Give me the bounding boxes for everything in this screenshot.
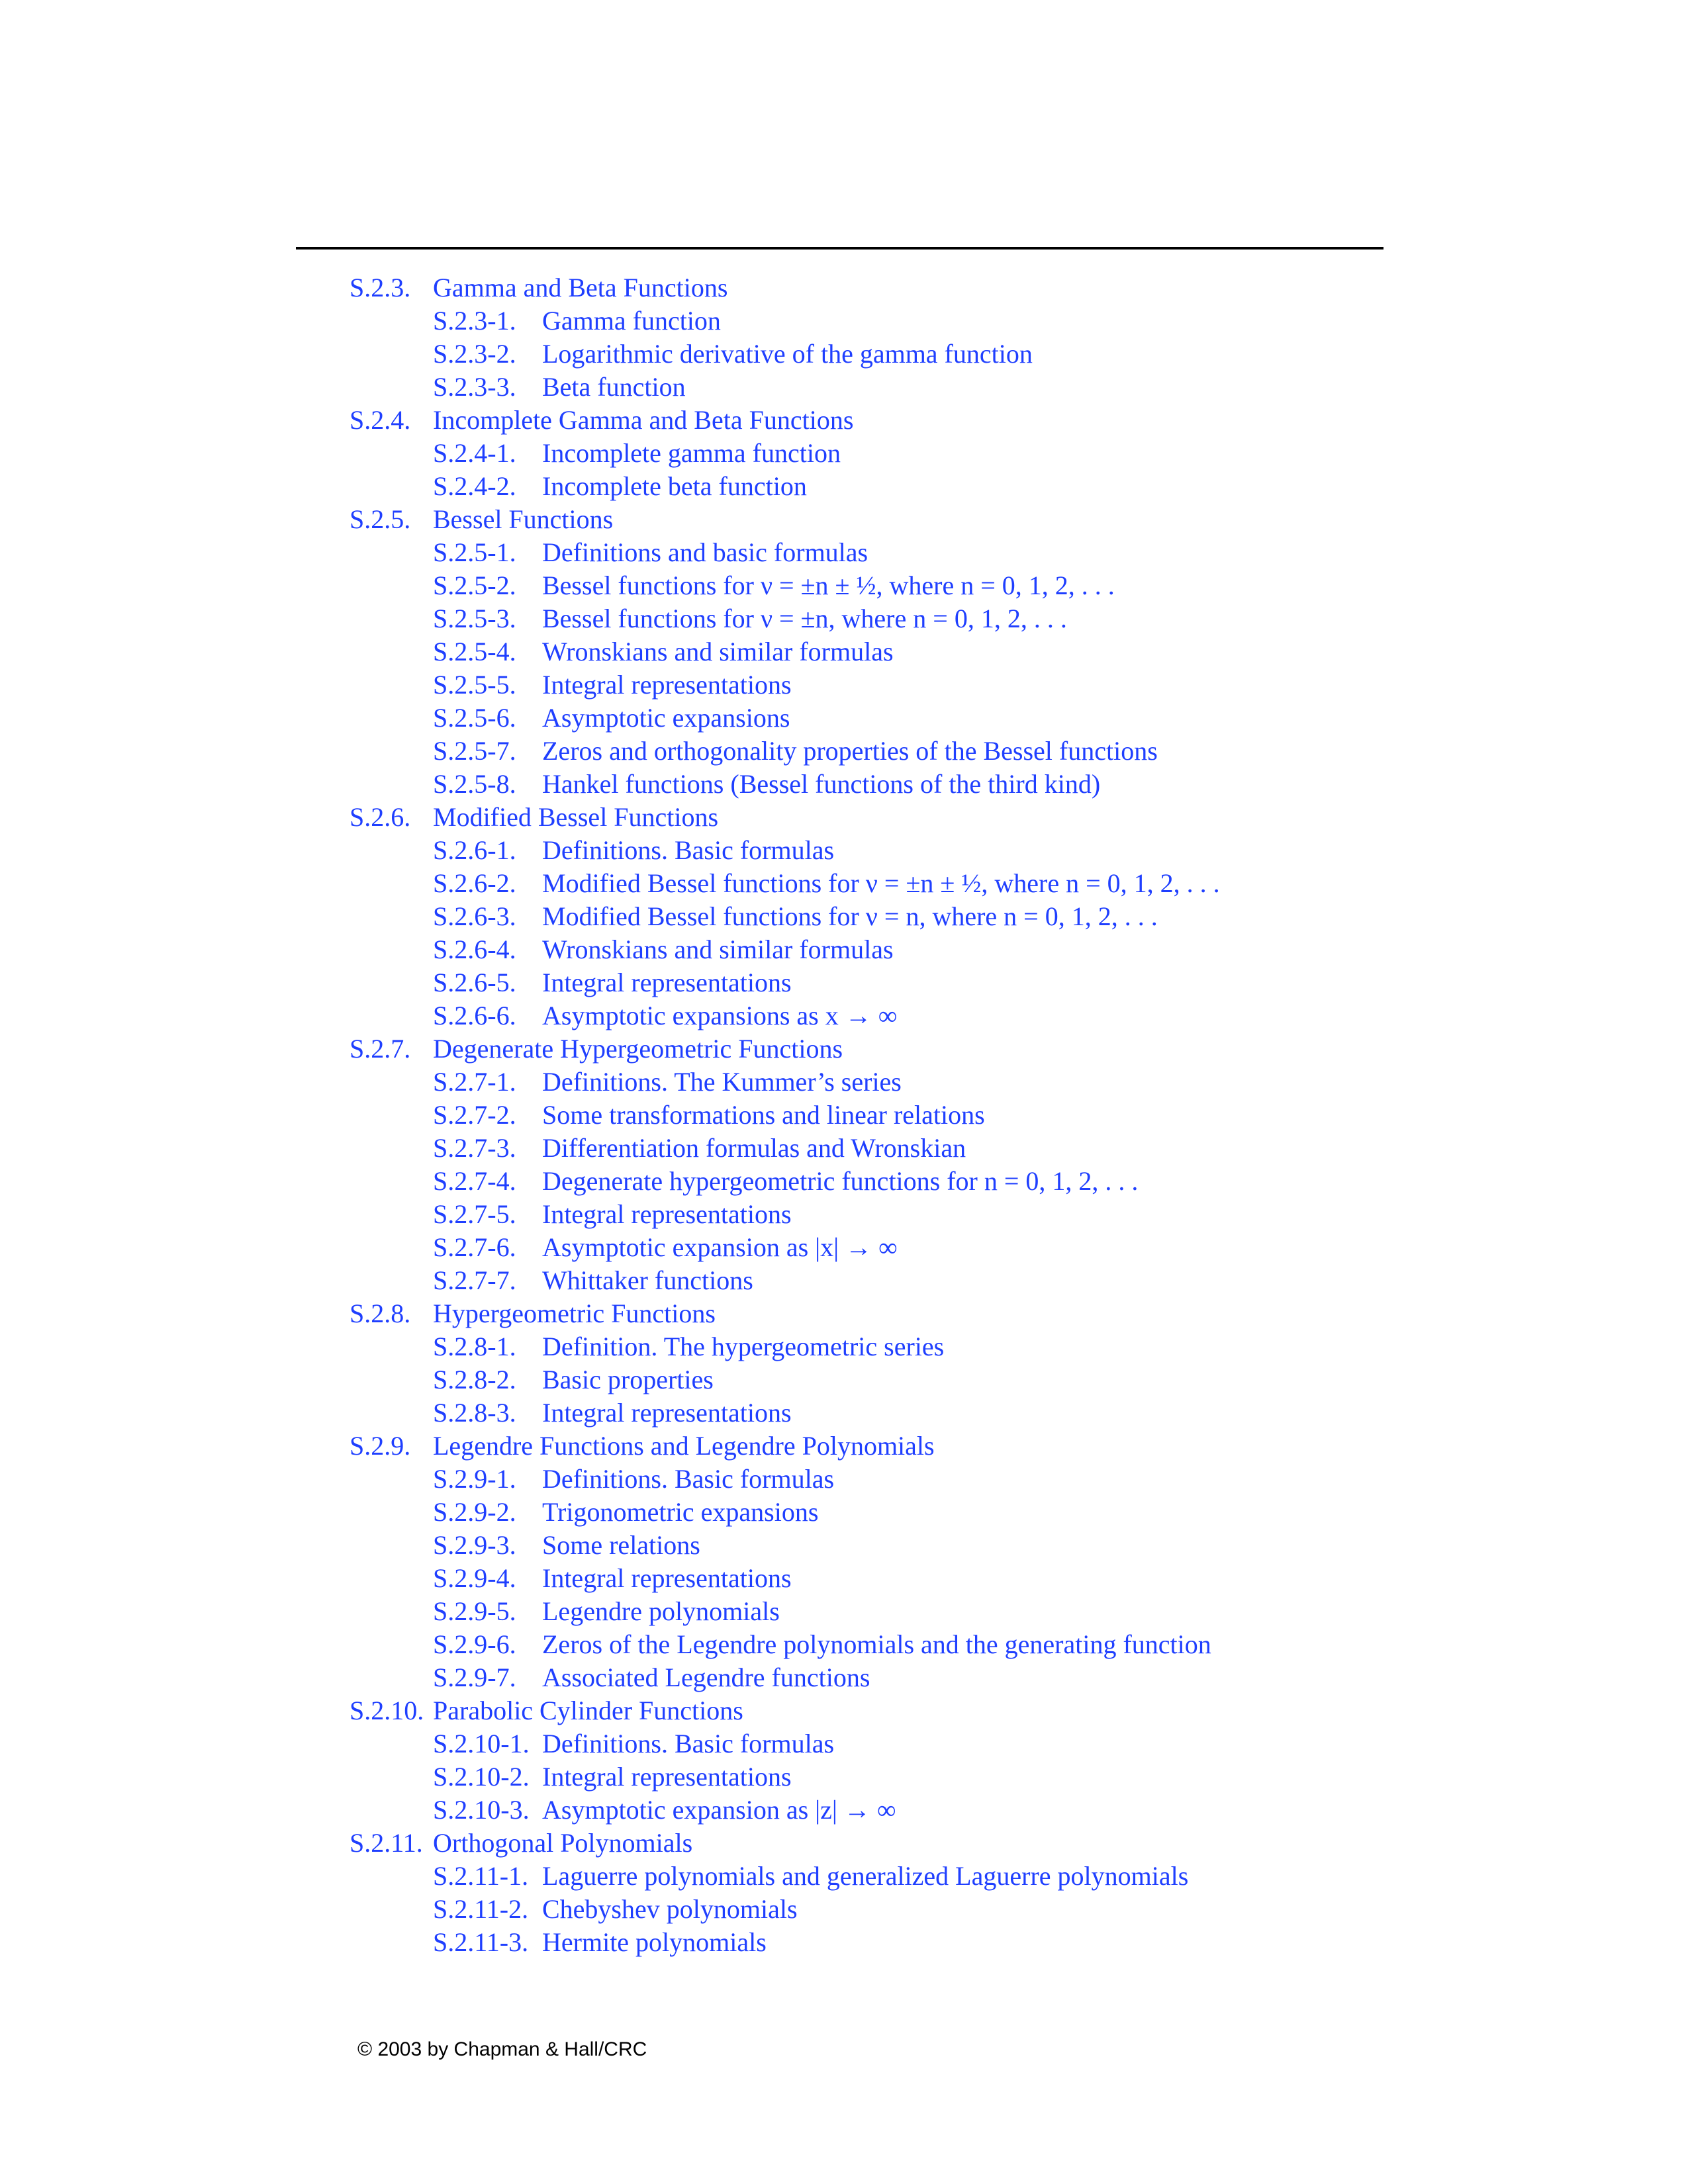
subsection-title: Hermite polynomials [542, 1927, 767, 1957]
toc-subsection-link[interactable] [433, 1198, 1475, 1231]
subsection-number: S.2.5-6. [433, 703, 516, 733]
subsection-title: Degenerate hypergeometric functions for n = 0, 1, 2, . . . [542, 1166, 1139, 1196]
subsection-title: Laguerre polynomials and generalized Laguerre polynomials [542, 1861, 1189, 1891]
toc-subsection-link[interactable] [433, 1496, 1475, 1529]
subsection-title: Gamma function [542, 306, 721, 336]
subsection-number: S.2.9-1. [433, 1464, 516, 1494]
toc-section [350, 404, 1475, 503]
toc-section [350, 801, 1475, 1032]
subsection-title: Trigonometric expansions [542, 1497, 819, 1527]
toc-subsection-link[interactable] [433, 834, 1475, 867]
subsection-number: S.2.6-6. [433, 1001, 516, 1030]
subsection-title: Legendre polynomials [542, 1596, 780, 1626]
toc-subsection-link[interactable] [433, 437, 1475, 470]
subsection-number: S.2.6-3. [433, 901, 516, 931]
toc-subsection-link[interactable] [433, 1727, 1475, 1760]
toc-subsection-link[interactable] [433, 1165, 1475, 1198]
section-number: S.2.6. [350, 802, 411, 832]
table-of-contents [350, 271, 1475, 1959]
subsection-title: Beta function [542, 372, 686, 402]
toc-subsection-link[interactable] [433, 1132, 1475, 1165]
subsection-number: S.2.7-2. [433, 1100, 516, 1130]
subsection-number: S.2.9-6. [433, 1629, 516, 1659]
subsection-title: Differentiation formulas and Wronskian [542, 1133, 966, 1163]
toc-subsection-link[interactable] [433, 702, 1475, 735]
toc-subsection-link[interactable] [433, 602, 1475, 635]
subsection-title: Logarithmic derivative of the gamma function [542, 339, 1033, 369]
subsection-number: S.2.5-1. [433, 537, 516, 567]
toc-subsection-link[interactable] [433, 1661, 1475, 1694]
section-title: Gamma and Beta Functions [433, 273, 728, 302]
subsection-number: S.2.6-1. [433, 835, 516, 865]
subsection-number: S.2.5-7. [433, 736, 516, 766]
subsection-number: S.2.7-4. [433, 1166, 516, 1196]
subsection-title: Incomplete gamma function [542, 438, 841, 468]
toc-subsection-link[interactable] [433, 371, 1475, 404]
subsection-number: S.2.3-2. [433, 339, 516, 369]
toc-subsection-link[interactable] [433, 1066, 1475, 1099]
section-number: S.2.4. [350, 405, 411, 435]
subsection-number: S.2.7-6. [433, 1232, 516, 1262]
section-title: Modified Bessel Functions [433, 802, 719, 832]
subsection-title: Definitions. Basic formulas [542, 835, 835, 865]
subsection-number: S.2.7-5. [433, 1199, 516, 1229]
subsection-title: Incomplete beta function [542, 471, 807, 501]
subsection-number: S.2.6-4. [433, 934, 516, 964]
toc-section-link[interactable] [350, 801, 1475, 834]
subsection-number: S.2.5-2. [433, 570, 516, 600]
toc-subsection-link[interactable] [433, 768, 1475, 801]
subsection-title: Definitions. Basic formulas [542, 1464, 835, 1494]
subsection-title: Zeros and orthogonality properties of the Bessel functions [542, 736, 1158, 766]
subsection-title: Asymptotic expansion as |z| → ∞ [542, 1795, 896, 1825]
section-number: S.2.5. [350, 504, 411, 534]
header-rule [296, 247, 1383, 250]
subsection-title: Modified Bessel functions for ν = ±n ± ½, where n = 0, 1, 2, . . . [542, 868, 1220, 898]
toc-subsection-link[interactable] [433, 470, 1475, 503]
toc-subsection-link[interactable] [433, 1794, 1475, 1827]
section-number: S.2.10. [350, 1696, 424, 1725]
toc-subsection-link[interactable] [433, 999, 1475, 1032]
toc-subsection-link[interactable] [433, 1760, 1475, 1794]
toc-subsection-link[interactable] [433, 1529, 1475, 1562]
subsection-number: S.2.9-2. [433, 1497, 516, 1527]
subsection-title: Hankel functions (Bessel functions of the third kind) [542, 769, 1101, 799]
subsection-title: Basic properties [542, 1365, 714, 1394]
subsection-title: Bessel functions for ν = ±n ± ½, where n = 0, 1, 2, . . . [542, 570, 1115, 600]
toc-section [350, 503, 1475, 801]
subsection-number: S.2.5-3. [433, 604, 516, 633]
section-title: Legendre Functions and Legendre Polynomials [433, 1431, 935, 1461]
toc-section [350, 1694, 1475, 1827]
subsection-title: Integral representations [542, 1398, 792, 1428]
subsection-number: S.2.8-3. [433, 1398, 516, 1428]
subsection-title: Asymptotic expansions as x → ∞ [542, 1001, 898, 1030]
toc-subsection-link[interactable] [433, 933, 1475, 966]
toc-section-link[interactable] [350, 1430, 1475, 1463]
toc-subsection-link[interactable] [433, 1562, 1475, 1595]
subsection-number: S.2.9-5. [433, 1596, 516, 1626]
subsection-number: S.2.9-4. [433, 1563, 516, 1593]
subsection-number: S.2.8-2. [433, 1365, 516, 1394]
toc-subsection-link[interactable] [433, 1231, 1475, 1264]
toc-subsection-link[interactable] [433, 1463, 1475, 1496]
subsection-title: Zeros of the Legendre polynomials and the generating function [542, 1629, 1211, 1659]
toc-section [350, 271, 1475, 404]
toc-subsection-link[interactable] [433, 867, 1475, 900]
toc-subsection-link[interactable] [433, 536, 1475, 569]
toc-subsection-link[interactable] [433, 1860, 1475, 1893]
toc-subsection-link[interactable] [433, 1628, 1475, 1661]
subsection-number: S.2.7-1. [433, 1067, 516, 1097]
toc-subsection-link[interactable] [433, 900, 1475, 933]
toc-section-link[interactable] [350, 404, 1475, 437]
subsection-title: Some transformations and linear relations [542, 1100, 985, 1130]
subsection-title: Definitions. The Kummer’s series [542, 1067, 902, 1097]
subsection-title: Definition. The hypergeometric series [542, 1332, 945, 1361]
section-number: S.2.11. [350, 1828, 423, 1858]
subsection-number: S.2.11-1. [433, 1861, 529, 1891]
toc-section-link[interactable] [350, 271, 1475, 304]
subsection-number: S.2.6-2. [433, 868, 516, 898]
subsection-number: S.2.11-2. [433, 1894, 529, 1924]
toc-subsection-link[interactable] [433, 966, 1475, 999]
copyright-notice: © 2003 by Chapman & Hall/CRC [357, 2038, 647, 2060]
subsection-title: Definitions and basic formulas [542, 537, 868, 567]
toc-section [350, 1032, 1475, 1297]
subsection-title: Asymptotic expansions [542, 703, 790, 733]
subsection-title: Integral representations [542, 968, 792, 997]
subsection-title: Integral representations [542, 1563, 792, 1593]
subsection-title: Wronskians and similar formulas [542, 934, 894, 964]
toc-section-link[interactable] [350, 1827, 1475, 1860]
section-title: Incomplete Gamma and Beta Functions [433, 405, 854, 435]
toc-section-link[interactable] [350, 503, 1475, 536]
subsection-title: Definitions. Basic formulas [542, 1729, 835, 1758]
subsection-number: S.2.7-7. [433, 1265, 516, 1295]
subsection-number: S.2.5-8. [433, 769, 516, 799]
subsection-number: S.2.6-5. [433, 968, 516, 997]
subsection-title: Some relations [542, 1530, 700, 1560]
subsection-number: S.2.9-7. [433, 1662, 516, 1692]
toc-section [350, 1430, 1475, 1694]
section-number: S.2.9. [350, 1431, 411, 1461]
toc-section-link[interactable] [350, 1694, 1475, 1727]
toc-section [350, 1297, 1475, 1430]
subsection-number: S.2.7-3. [433, 1133, 516, 1163]
subsection-title: Whittaker functions [542, 1265, 753, 1295]
subsection-title: Modified Bessel functions for ν = n, where n = 0, 1, 2, . . . [542, 901, 1158, 931]
subsection-title: Bessel functions for ν = ±n, where n = 0, 1, 2, . . . [542, 604, 1067, 633]
toc-subsection-link[interactable] [433, 1330, 1475, 1363]
subsection-number: S.2.10-1. [433, 1729, 530, 1758]
toc-subsection-link[interactable] [433, 735, 1475, 768]
subsection-number: S.2.10-2. [433, 1762, 530, 1792]
subsection-number: S.2.4-1. [433, 438, 516, 468]
section-title: Orthogonal Polynomials [433, 1828, 693, 1858]
toc-subsection-link[interactable] [433, 1099, 1475, 1132]
subsection-number: S.2.5-5. [433, 670, 516, 700]
subsection-title: Wronskians and similar formulas [542, 637, 894, 666]
section-number: S.2.8. [350, 1298, 411, 1328]
subsection-title: Integral representations [542, 1762, 792, 1792]
subsection-number: S.2.9-3. [433, 1530, 516, 1560]
section-title: Bessel Functions [433, 504, 614, 534]
subsection-number: S.2.8-1. [433, 1332, 516, 1361]
section-title: Degenerate Hypergeometric Functions [433, 1034, 843, 1064]
toc-section-link[interactable] [350, 1032, 1475, 1066]
subsection-number: S.2.4-2. [433, 471, 516, 501]
toc-subsection-link[interactable] [433, 1893, 1475, 1926]
subsection-title: Asymptotic expansion as |x| → ∞ [542, 1232, 898, 1262]
toc-subsection-link[interactable] [433, 635, 1475, 668]
toc-section [350, 1827, 1475, 1959]
subsection-title: Associated Legendre functions [542, 1662, 870, 1692]
toc-subsection-link[interactable] [433, 1363, 1475, 1396]
toc-subsection-link[interactable] [433, 1926, 1475, 1959]
section-title: Hypergeometric Functions [433, 1298, 716, 1328]
section-number: S.2.7. [350, 1034, 411, 1064]
toc-subsection-link[interactable] [433, 1396, 1475, 1430]
subsection-title: Chebyshev polynomials [542, 1894, 798, 1924]
toc-subsection-link[interactable] [433, 1264, 1475, 1297]
subsection-number: S.2.10-3. [433, 1795, 530, 1825]
toc-section-link[interactable] [350, 1297, 1475, 1330]
subsection-number: S.2.3-1. [433, 306, 516, 336]
toc-subsection-link[interactable] [433, 304, 1475, 338]
subsection-number: S.2.11-3. [433, 1927, 529, 1957]
subsection-number: S.2.3-3. [433, 372, 516, 402]
subsection-title: Integral representations [542, 670, 792, 700]
toc-subsection-link[interactable] [433, 668, 1475, 702]
section-title: Parabolic Cylinder Functions [433, 1696, 743, 1725]
toc-subsection-link[interactable] [433, 338, 1475, 371]
toc-subsection-link[interactable] [433, 1595, 1475, 1628]
subsection-title: Integral representations [542, 1199, 792, 1229]
section-number: S.2.3. [350, 273, 411, 302]
toc-subsection-link[interactable] [433, 569, 1475, 602]
subsection-number: S.2.5-4. [433, 637, 516, 666]
